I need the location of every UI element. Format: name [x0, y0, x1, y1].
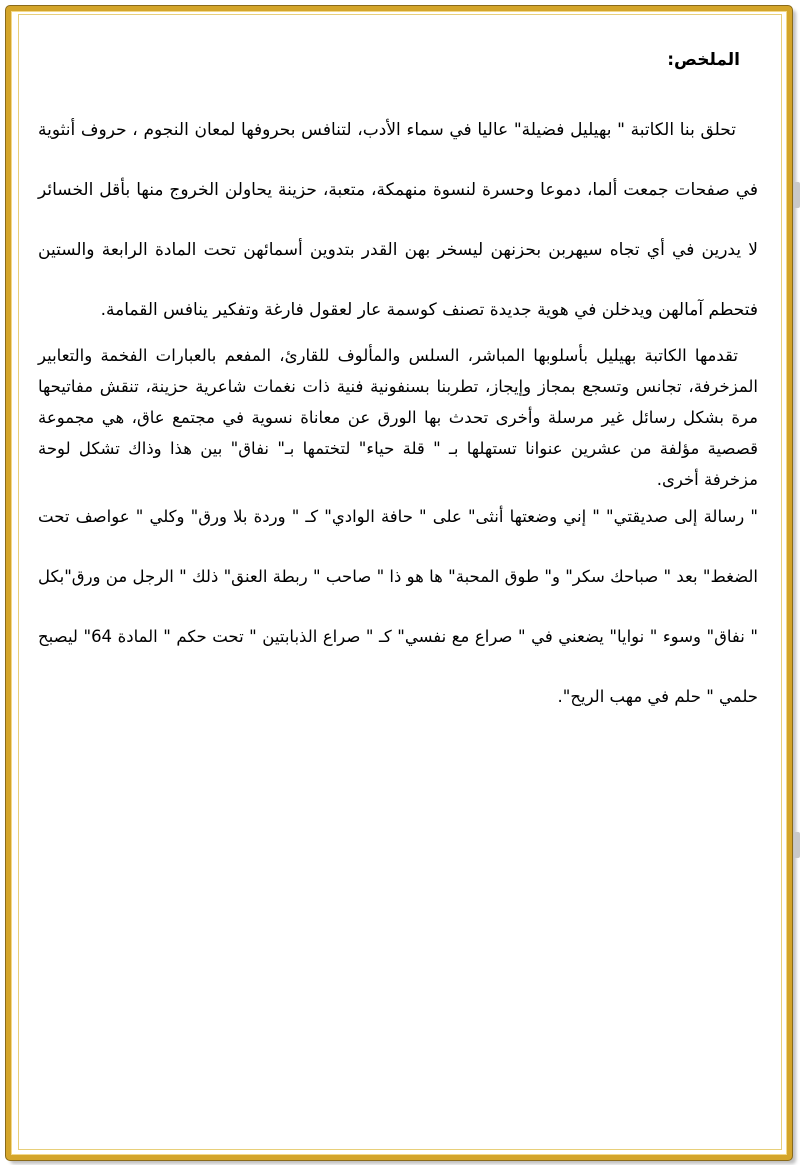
scroll-marker [794, 182, 800, 208]
page-title: الملخص: [667, 50, 740, 70]
paragraph-3: " رسالة إلى صديقتي" " إني وضعتها أنثى" على " حافة الوادي" كـ " وردة بلا ورق" وكلي " عواصف تحت الضغط" بعد " صباحك سكر" و" طوق المحبة" ها هو ذا " صاحب " ربطة العنق" ذلك " الرجل من ورق"بكل " نفاق" وسوء " نوايا" يضعني في " صراع مع نفسي" كـ " صراع الذبابتين " تحت حكم " المادة 64" ليصبح حلمي " حلم في مهب الريح". [38, 507, 758, 706]
paragraph-2: تقدمها الكاتبة بهيليل بأسلوبها المباشر، السلس والمألوف للقارئ، المفعم بالعبارات الفخمة والتعابير المزخرفة، تجانس وتسجع بمجاز وإيجاز، تطربنا بسنفونية فنية ذات نغمات شاعرية حزينة، تنقش مفاتيحها مرة بشكل رسائل غير مرسلة وأخرى تحدث بها الورق عن معاناة نسوية في مجتمع عاق، هي مجموعة قصصية مؤلفة من عشرين عنوانا تستهلها بـ " قلة حياء" لتختمها بـ" نفاق" بين هذا وذاك تشكل لوحة مزخرفة أخرى. [38, 346, 758, 489]
document-body [38, 40, 758, 727]
scroll-marker [794, 832, 800, 858]
paragraph-1: تحلق بنا الكاتبة " بهيليل فضيلة" عاليا في سماء الأدب، لتنافس بحروفها لمعان النجوم ، حروف أنثوية في صفحات جمعت ألما، دموعا وحسرة لنسوة منهمكة، متعبة، حزينة يحاولن الخروج منها بأقل الخسائر لا يدرين في أي تجاه سيهربن بحزنهن ليسخر بهن القدر بتدوين أسمائهن تحت المادة الرابعة والستين فتحطم آمالهن ويدخلن في هوية جديدة تصنف كوسمة عار لعقول فارغة وتفكير ينافس القمامة. [38, 120, 758, 320]
